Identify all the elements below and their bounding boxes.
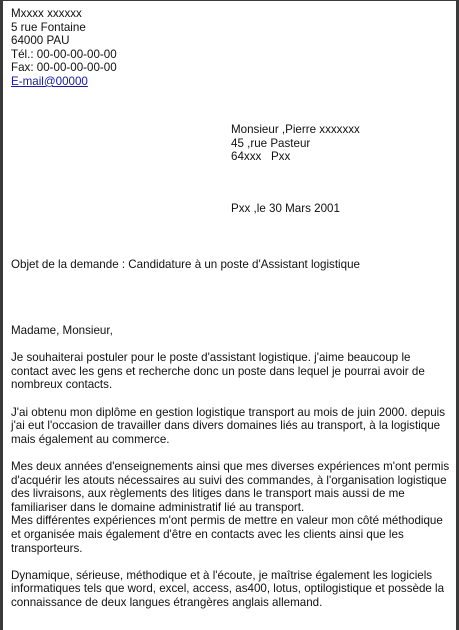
cut-off-text-line: [11, 625, 451, 630]
letter-body: [11, 324, 451, 623]
salutation-line: Madame, Monsieur,: [11, 324, 113, 337]
recipient-address-block: [231, 123, 360, 164]
letter-subject: Objet de la demande : Candidature à un poste d'Assistant logistique: [11, 258, 360, 271]
paragraph-motivation: [11, 351, 451, 392]
paragraph-line: transporteurs.: [11, 541, 83, 555]
paragraph-line: Je souhaiterai postuler pour le poste d'assistant logistique. j'aime beaucoup le: [11, 351, 411, 365]
sender-fax: Fax: 00-00-00-00-00: [11, 61, 117, 75]
paragraph-skills: [11, 569, 451, 610]
recipient-name: Monsieur ,Pierre xxxxxxx: [231, 123, 360, 136]
paragraph-line: Dynamique, sérieuse, méthodique et à l'écoute, je maîtrise également les logiciels: [11, 568, 433, 582]
paragraph-line: J'ai obtenu mon diplôme en gestion logistique transport au mois de juin 2000. depuis: [11, 405, 446, 419]
recipient-city: 64xxx Pxx: [231, 150, 291, 164]
paragraph-line: j'ai eut l'occasion de travailler dans divers domaines liés au transport, à la logistique: [11, 419, 441, 433]
paragraph-line: mais également au commerce.: [11, 432, 170, 446]
paragraph-line: nombreux contacts.: [11, 378, 113, 392]
paragraph-line: familiariser dans le domaine administratif lié au transport.: [11, 500, 305, 514]
paragraph-line: contact avec les gens et recherche donc un poste dans lequel je pourrai avoir de: [11, 364, 425, 378]
paragraph-line: des livraisons, aux règlements des litiges dans le transport mais aussi de me: [11, 487, 405, 501]
paragraph-experience: [11, 514, 451, 555]
sender-street: 5 rue Fontaine: [11, 20, 86, 34]
paragraph-line: Mes deux années d'enseignements ainsi que mes diverses expériences m'ont permis: [11, 459, 450, 473]
paragraph-line: et organisée mais également d'être en contacts avec les clients ainsi que les: [11, 527, 404, 541]
letter-date: Pxx ,le 30 Mars 2001: [231, 202, 340, 215]
sender-name: Mxxxx xxxxxx: [11, 7, 82, 20]
paragraph-line: Mes différentes expériences m'ont permis de mettre en valeur mon côté méthodique: [11, 514, 443, 528]
sender-email-link[interactable]: E-mail@00000: [11, 74, 88, 88]
paragraph-line: connaissance de deux langues étrangères anglais allemand.: [11, 595, 323, 609]
paragraph-education: [11, 460, 451, 514]
paragraph-line: d'acquérir les atouts nécessaires au suivi des commandes, à l'organisation logistique: [11, 473, 447, 487]
paragraph-diploma: [11, 406, 451, 447]
sender-phone: Tél.: 00-00-00-00-00: [11, 47, 117, 61]
paragraph-line: informatiques tels que word, excel, access, as400, lotus, optilogistique et possède la: [11, 582, 445, 596]
sender-city: 64000 PAU: [11, 34, 70, 48]
salutation: [11, 324, 451, 338]
recipient-street: 45 ,rue Pasteur: [231, 136, 311, 150]
sender-address-block: [11, 7, 117, 89]
